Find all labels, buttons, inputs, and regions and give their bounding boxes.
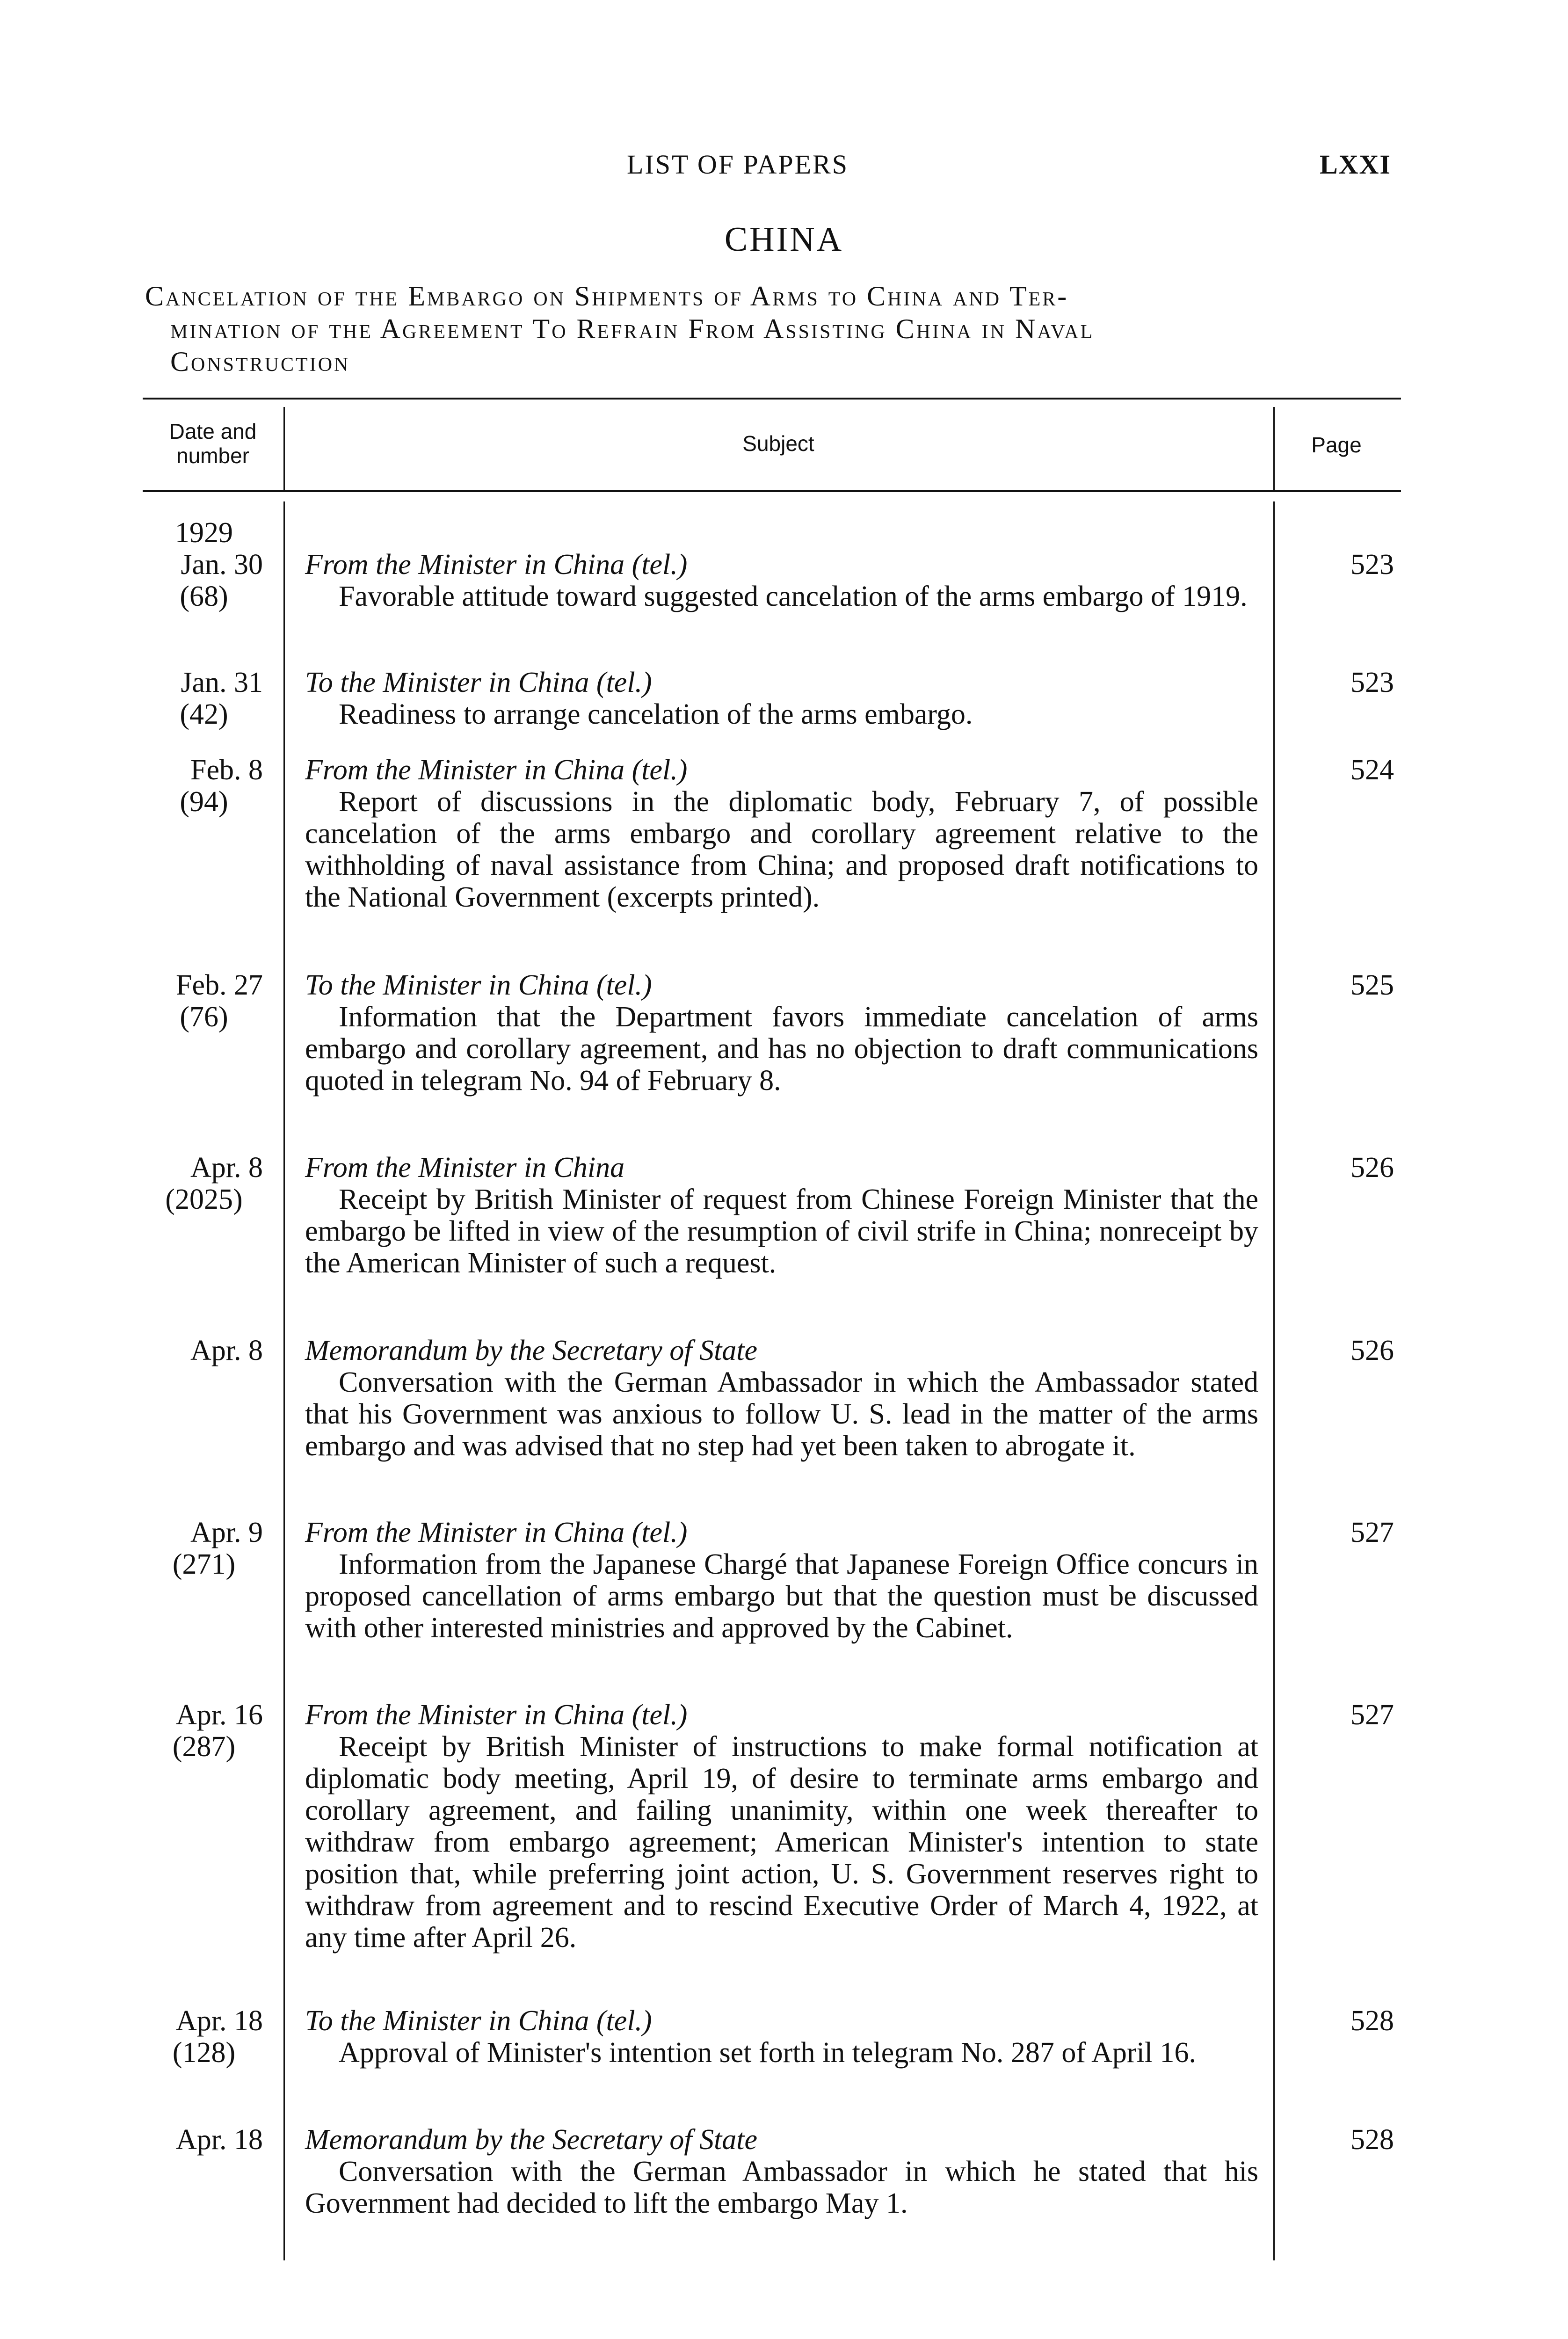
entry-page: 526 [1350, 1335, 1394, 1366]
entry-source: To the Minister in China (tel.) [305, 667, 652, 698]
entry-number: (287) [172, 1731, 236, 1763]
entry-description: Conversation with the German Ambassador in which he stated that his Government had decided to lift the embargo May 1. [305, 2156, 1258, 2219]
entry-number: (2025) [165, 1184, 243, 1215]
header-date-number [143, 419, 283, 468]
date-cell [126, 2005, 263, 2069]
topic-line: Construction [170, 346, 350, 377]
table-top-rule [143, 398, 1401, 400]
entry-page: 523 [1350, 549, 1394, 581]
entry-number: (94) [180, 786, 228, 818]
entry-page: 526 [1350, 1152, 1394, 1184]
entry-page: 524 [1350, 754, 1394, 786]
entry-page: 528 [1350, 2005, 1394, 2037]
entry-page: 527 [1350, 1517, 1394, 1548]
entry-page: 523 [1350, 667, 1394, 698]
entry-number: (68) [180, 581, 228, 612]
date-cell [126, 517, 263, 612]
subject-cell [305, 2124, 1258, 2219]
entry-description: Conversation with the German Ambassador in which the Ambassador stated that his Government was anxious to follow U. S. lead in the matter of the arms embargo and was advised that no step had yet been taken to abrogate it. [305, 1366, 1258, 1462]
entry-description: Receipt by British Minister of request from Chinese Foreign Minister that the embargo be lifted in view of the resumption of civil strife in China; nonreceipt by the American Minister of such a request. [305, 1184, 1258, 1279]
column-divider [283, 501, 285, 2260]
header-subject: Subject [742, 431, 814, 456]
entry-date: Apr. 8 [190, 1335, 263, 1366]
entry-date: Feb. 27 [176, 969, 263, 1001]
topic-line: mination of the Agreement To Refrain From Assisting China in Naval [170, 313, 1095, 344]
date-cell [126, 1152, 263, 1215]
header-bottom-rule [143, 490, 1401, 492]
entry-source: From the Minister in China [305, 1152, 625, 1184]
header-number-line: number [176, 443, 249, 468]
entry-page: 528 [1350, 2124, 1394, 2156]
entry-page: 525 [1350, 969, 1394, 1001]
entry-description: Favorable attitude toward suggested cancelation of the arms embargo of 1919. [339, 581, 1248, 612]
entry-source: To the Minister in China (tel.) [305, 969, 652, 1001]
header-date-line: Date and [169, 419, 257, 443]
topic-line: Cancelation of the Embargo on Shipments of Arms to China and Ter- [145, 281, 1069, 312]
entry-date: Apr. 9 [190, 1517, 263, 1548]
entry-date: Apr. 8 [190, 1152, 263, 1184]
subject-cell [305, 1517, 1258, 1644]
topic-heading [145, 280, 1401, 378]
date-cell [126, 667, 263, 730]
running-head [0, 149, 1568, 186]
header-page: Page [1311, 433, 1362, 457]
subject-cell [305, 2005, 1258, 2069]
entry-source: From the Minister in China (tel.) [305, 1517, 688, 1548]
entry-date: Feb. 8 [190, 754, 263, 786]
page-number-roman: LXXI [1319, 149, 1391, 180]
subject-cell [305, 1152, 1258, 1279]
entry-description: Information that the Department favors immediate cancelation of arms embargo and corollary agreement, and has no objection to draft communications quoted in telegram No. 94 of February 8. [305, 1001, 1258, 1097]
entry-date: Jan. 31 [181, 667, 263, 698]
entry-description: Receipt by British Minister of instructions to make formal notification at diplomatic body meeting, April 19, of desire to terminate arms embargo and corollary agreement, and failing unanimity, within one week thereafter to withdraw from embargo agreement; American Minister's intention to state position that, while preferring joint action, U. S. Government reserves right to withdraw from agreement and to rescind Executive Order of March 4, 1922, at any time after April 26. [305, 1731, 1258, 1954]
date-cell [126, 1517, 263, 1580]
entry-number: (271) [172, 1548, 236, 1580]
entry-source: Memorandum by the Secretary of State [305, 2124, 758, 2156]
entry-source: Memorandum by the Secretary of State [305, 1335, 758, 1366]
entry-date: Apr. 18 [176, 2124, 263, 2156]
entry-source: From the Minister in China (tel.) [305, 1699, 688, 1731]
date-cell [126, 2124, 263, 2156]
subject-cell [305, 1335, 1258, 1462]
running-head-title: LIST OF PAPERS [627, 149, 849, 180]
date-cell [126, 754, 263, 818]
entry-number: (128) [172, 2037, 236, 2069]
column-divider [1273, 501, 1275, 2260]
entry-date: Apr. 16 [176, 1699, 263, 1731]
entry-source: From the Minister in China (tel.) [305, 549, 688, 581]
entry-description: Information from the Japanese Chargé that Japanese Foreign Office concurs in proposed cancellation of arms embargo but that the question must be discussed with other interested ministries and approved by the Cabinet. [305, 1548, 1258, 1644]
entry-date: Jan. 30 [181, 549, 263, 581]
section-title: CHINA [724, 220, 844, 259]
subject-cell [305, 969, 1258, 1097]
subject-cell [305, 667, 1258, 730]
date-cell [126, 969, 263, 1033]
entry-description: Approval of Minister's intention set forth in telegram No. 287 of April 16. [339, 2037, 1196, 2069]
entry-number: (42) [180, 698, 228, 730]
entry-description: Readiness to arrange cancelation of the arms embargo. [339, 698, 973, 730]
subject-cell [305, 754, 1258, 913]
entry-date: Apr. 18 [176, 2005, 263, 2037]
entry-source: To the Minister in China (tel.) [305, 2005, 652, 2037]
subject-cell [305, 549, 1258, 612]
subject-cell [305, 1699, 1258, 1954]
entry-number: (76) [180, 1001, 228, 1033]
entry-source: From the Minister in China (tel.) [305, 754, 688, 786]
entry-description: Report of discussions in the diplomatic body, February 7, of possible cancelation of the arms embargo and corollary agreement relative to the withholding of naval assistance from China; and proposed draft notifications to the National Government (excerpts printed). [305, 786, 1258, 913]
year: 1929 [175, 517, 233, 549]
date-cell [126, 1699, 263, 1763]
date-cell [126, 1335, 263, 1366]
entry-page: 527 [1350, 1699, 1394, 1731]
